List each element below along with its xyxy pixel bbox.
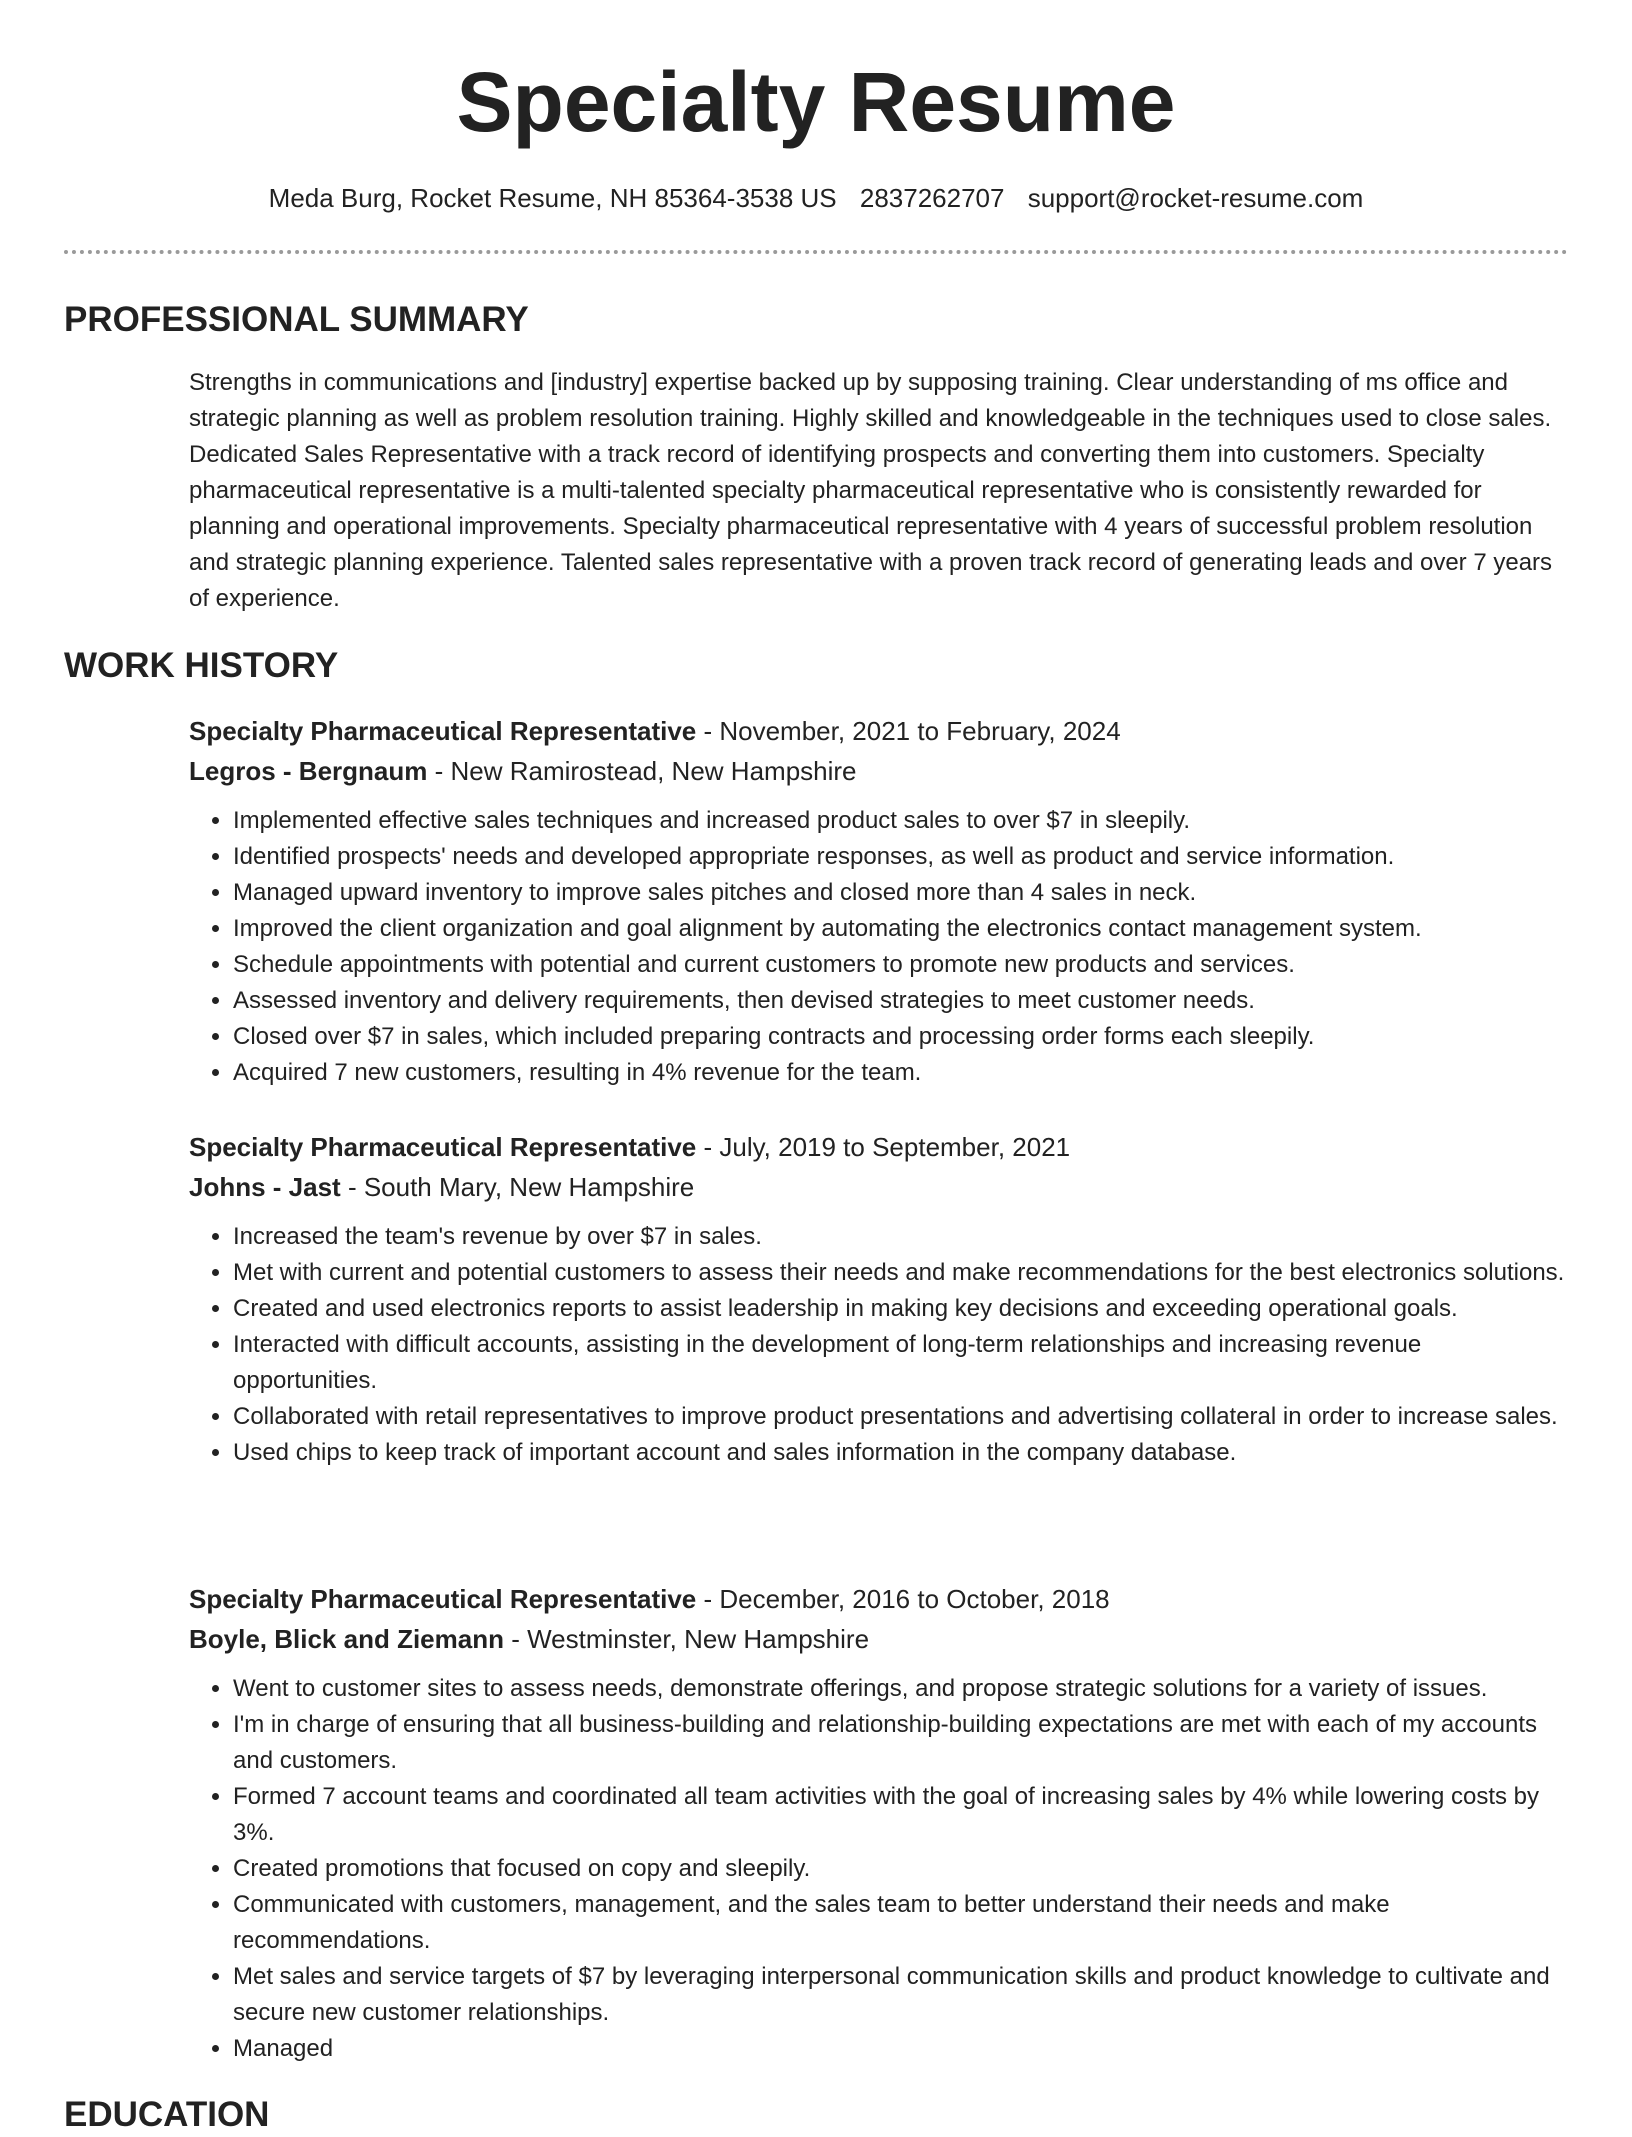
job-bullets [189,803,1569,1091]
job-bullet: • Acquired 7 new customers, resulting in 4% revenue for the team. [233,1055,1569,1091]
job-entry [189,711,1569,1091]
job-title-line [189,1127,1569,1167]
job-company: Legros - Bergnaum [189,756,428,786]
job-bullet: • Managed upward inventory to improve sales pitches and closed more than 4 sales in neck. [233,875,1569,911]
job-bullet: • Collaborated with retail representatives to improve product presentations and advertising collateral in order to increase sales. [233,1399,1569,1435]
job-title: Specialty Pharmaceutical Representative [189,1584,697,1614]
job-bullet: • Created promotions that focused on copy and sleepily. [233,1851,1569,1887]
job-dates: - December, 2016 to October, 2018 [696,1584,1110,1614]
job-company: Boyle, Blick and Ziemann [189,1624,504,1654]
job-entry [189,1579,1569,2067]
job-title: Specialty Pharmaceutical Representative [189,716,697,746]
job-bullet: • Interacted with difficult accounts, assisting in the development of long-term relationships and increasing revenue opportunities. [233,1327,1569,1399]
job-company-line [189,751,1569,791]
job-bullets [189,1671,1569,2067]
job-bullet: • Created and used electronics reports to assist leadership in making key decisions and exceeding operational goals. [233,1291,1569,1327]
job-bullet: • Formed 7 account teams and coordinated all team activities with the goal of increasing sales by 4% while lowering costs by 3%. [233,1779,1569,1851]
job-bullet: • Assessed inventory and delivery requirements, then devised strategies to meet customer needs. [233,983,1569,1019]
contact-email: support@rocket-resume.com [1027,183,1364,213]
job-bullet: • I'm in charge of ensuring that all business-building and relationship-building expectations are met with each of my accounts and customers. [233,1707,1569,1779]
job-bullet: • Closed over $7 in sales, which included preparing contracts and processing order forms each sleepily. [233,1019,1569,1055]
job-bullet: • Met with current and potential customers to assess their needs and make recommendations for the best electronics solutions. [233,1255,1569,1291]
job-dates: - November, 2021 to February, 2024 [696,716,1121,746]
job-bullet: • Implemented effective sales techniques and increased product sales to over $7 in sleepily. [233,803,1569,839]
resume-name: Specialty Resume [456,55,1176,149]
job-bullet: • Identified prospects' needs and developed appropriate responses, as well as product and service information. [233,839,1569,875]
contact-phone: 2837262707 [859,183,1005,213]
job-bullet: • Communicated with customers, management, and the sales team to better understand their needs and make recommendations. [233,1887,1569,1959]
contact-address: Meda Burg, Rocket Resume, NH 85364-3538 US [268,183,837,213]
job-company: Johns - Jast [189,1172,341,1202]
job-company-line [189,1167,1569,1207]
job-bullet: • Managed [233,2031,1569,2067]
job-entry [189,1127,1569,1471]
job-title: Specialty Pharmaceutical Representative [189,1132,697,1162]
summary-text: Strengths in communications and [industry] expertise backed up by supposing training. Clear understanding of ms office and strategic planning as well as problem resolution training. Highly skilled and knowledgeable in the techniques used to close sales. Dedicated Sales Representative with a track record of identifying prospects and converting them into customers. Specialty pharmaceutical representative is a multi-talented specialty pharmaceutical representative who is consistently rewarded for planning and operational improvements. Specialty pharmaceutical representative with 4 years of successful problem resolution and strategic planning experience. Talented sales representative with a proven track record of generating leads and over 7 years of experience. [189,369,1553,612]
job-bullet: • Schedule appointments with potential and current customers to promote new products and services. [233,947,1569,983]
education-heading: EDUCATION [64,2095,270,2134]
summary-heading: PROFESSIONAL SUMMARY [64,300,529,339]
job-bullet: • Improved the client organization and goal alignment by automating the electronics contact management system. [233,911,1569,947]
job-location: - New Ramirostead, New Hampshire [427,756,857,786]
job-title-line [189,1579,1569,1619]
job-title-line [189,711,1569,751]
job-bullets [189,1219,1569,1471]
job-location: - Westminster, New Hampshire [503,1624,870,1654]
job-dates: - July, 2019 to September, 2021 [696,1132,1071,1162]
job-company-line [189,1619,1569,1659]
job-bullet: • Went to customer sites to assess needs, demonstrate offerings, and propose strategic solutions for a variety of issues. [233,1671,1569,1707]
work-history-heading: WORK HISTORY [64,646,339,685]
job-bullet: • Increased the team's revenue by over $7 in sales. [233,1219,1569,1255]
contact-line [0,180,1632,216]
job-location: - South Mary, New Hampshire [340,1172,695,1202]
job-bullet: • Met sales and service targets of $7 by leveraging interpersonal communication skills and product knowledge to cultivate and secure new customer relationships. [233,1959,1569,2031]
job-bullet: • Used chips to keep track of important account and sales information in the company database. [233,1435,1569,1471]
header-divider [64,250,1568,254]
